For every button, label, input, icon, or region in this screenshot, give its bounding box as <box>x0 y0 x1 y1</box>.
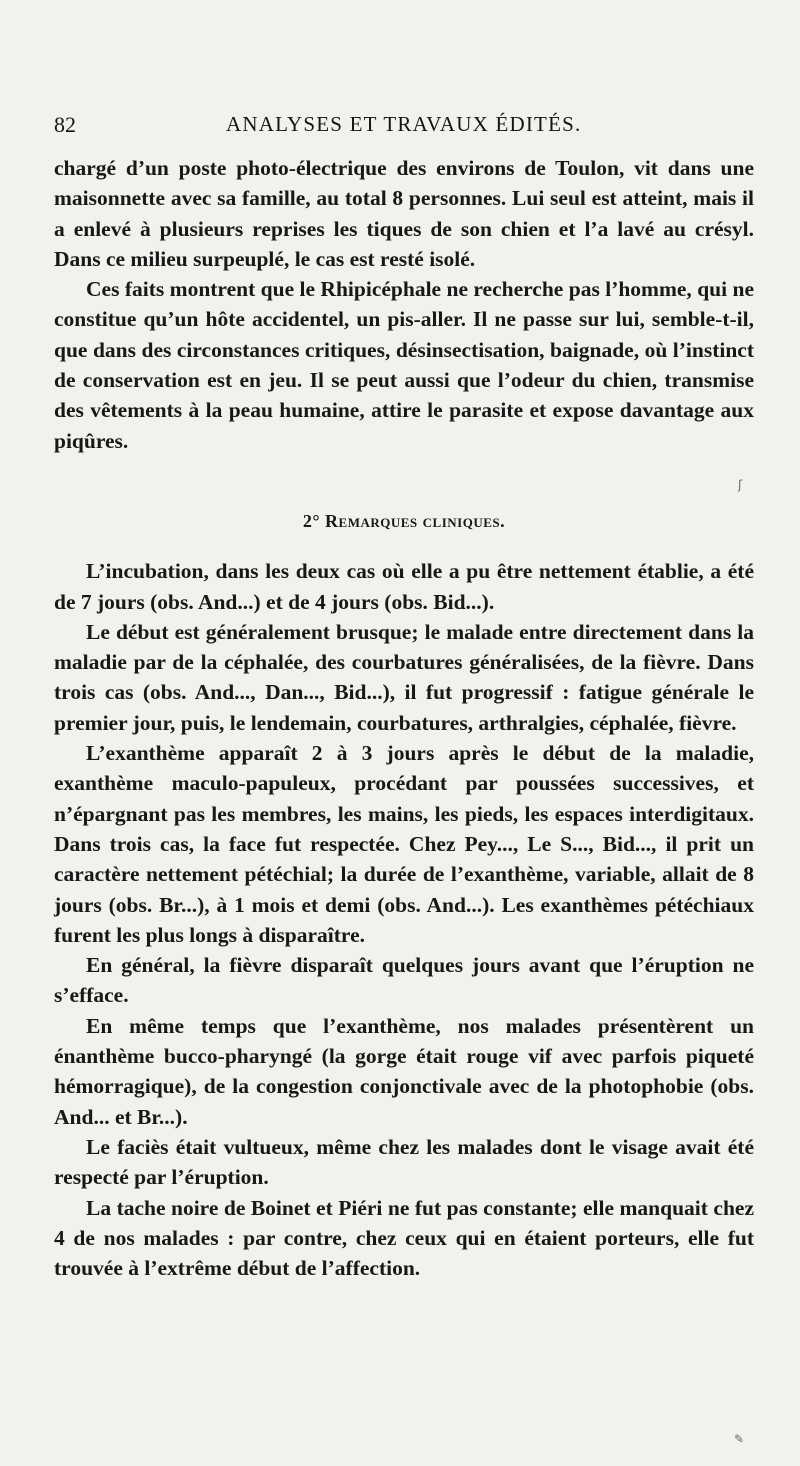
section-heading-text: 2° Remarques cliniques. <box>302 510 506 531</box>
section-heading <box>54 506 754 536</box>
paragraph-exantheme: L’exanthème apparaît 2 à 3 jours après le début de la maladie, exanthème maculo-papuleux, procédant par poussées successives, et n’épargnant pas les membres, les mains, les pieds, les espaces interdigitaux. Dans trois cas, la face fut respectée. Chez Pey..., Le S..., Bid..., il prit un caractère nettement pétéchial; la durée de l’exanthème, variable, allait de 8 jours (obs. Br...), à 1 mois et demi (obs. And...). Les exanthèmes pétéchiaux furent les plus longs à disparaître. <box>54 741 754 947</box>
paragraph-facies: Le faciès était vultueux, même chez les malades dont le visage avait été respecté par l’éruption. <box>54 1134 754 1190</box>
paragraph-continuation: chargé d’un poste photo-électrique des environs de Toulon, vit dans une maisonnette avec sa famille, au total 8 personnes. Lui seul est atteint, mais il a enlevé à plusieurs reprises les tiques de son chien et l’a lavé au crésyl. Dans ce milieu surpeuplé, le cas est resté isolé. <box>54 156 754 271</box>
paragraph-incubation: L’incubation, dans les deux cas où elle a pu être nettement établie, a été de 7 jours (obs. And...) et de 4 jours (obs. Bid...). <box>54 559 754 614</box>
paragraph-debut: Le début est généralement brusque; le malade entre directement dans la maladie par de la céphalée, des courbatures généralisées, de la fièvre. Dans trois cas (obs. And..., Dan..., Bid...), il fut progressif : fatigue générale le premier jour, puis, le lendemain, courbatures, arthralgies, céphalée, fièvre. <box>54 619 754 735</box>
page-number: 82 <box>54 112 76 137</box>
running-head <box>54 112 754 142</box>
running-title: ANALYSES ET TRAVAUX ÉDITÉS. <box>226 112 582 136</box>
paragraph-fievre: En général, la fièvre disparaît quelques jours avant que l’éruption ne s’efface. <box>54 953 754 1008</box>
paragraph-rhipicephale: Ces faits montrent que le Rhipicéphale ne recherche pas l’homme, qui ne constitue qu’un hôte accidentel, un pis-aller. Il ne passe sur lui, semble-t-il, que dans des circonstances critiques, désinsectisation, baignade, où l’instinct de conservation est en jeu. Il se peut aussi que l’odeur du chien, transmise des vêtements à la peau humaine, attire le parasite et expose davantage aux piqûres. <box>54 277 754 453</box>
paragraph-tache-noire: La tache noire de Boinet et Piéri ne fut pas constante; elle manquait chez 4 de nos malades : par contre, chez ceux qui en étaient porteurs, elle fut trouvée à l’extrême début de l’affection. <box>54 1195 754 1281</box>
print-speck: ✎ <box>734 1432 745 1446</box>
print-speck: ʃ <box>738 478 743 492</box>
body-text <box>54 153 754 1283</box>
paragraph-enantheme: En même temps que l’exanthème, nos malades présentèrent un énanthème bucco-pharyngé (la gorge était rouge vif avec parfois piqueté hémorragique), de la congestion conjonctivale avec de la photophobie (obs. And... et Br...). <box>54 1013 754 1129</box>
